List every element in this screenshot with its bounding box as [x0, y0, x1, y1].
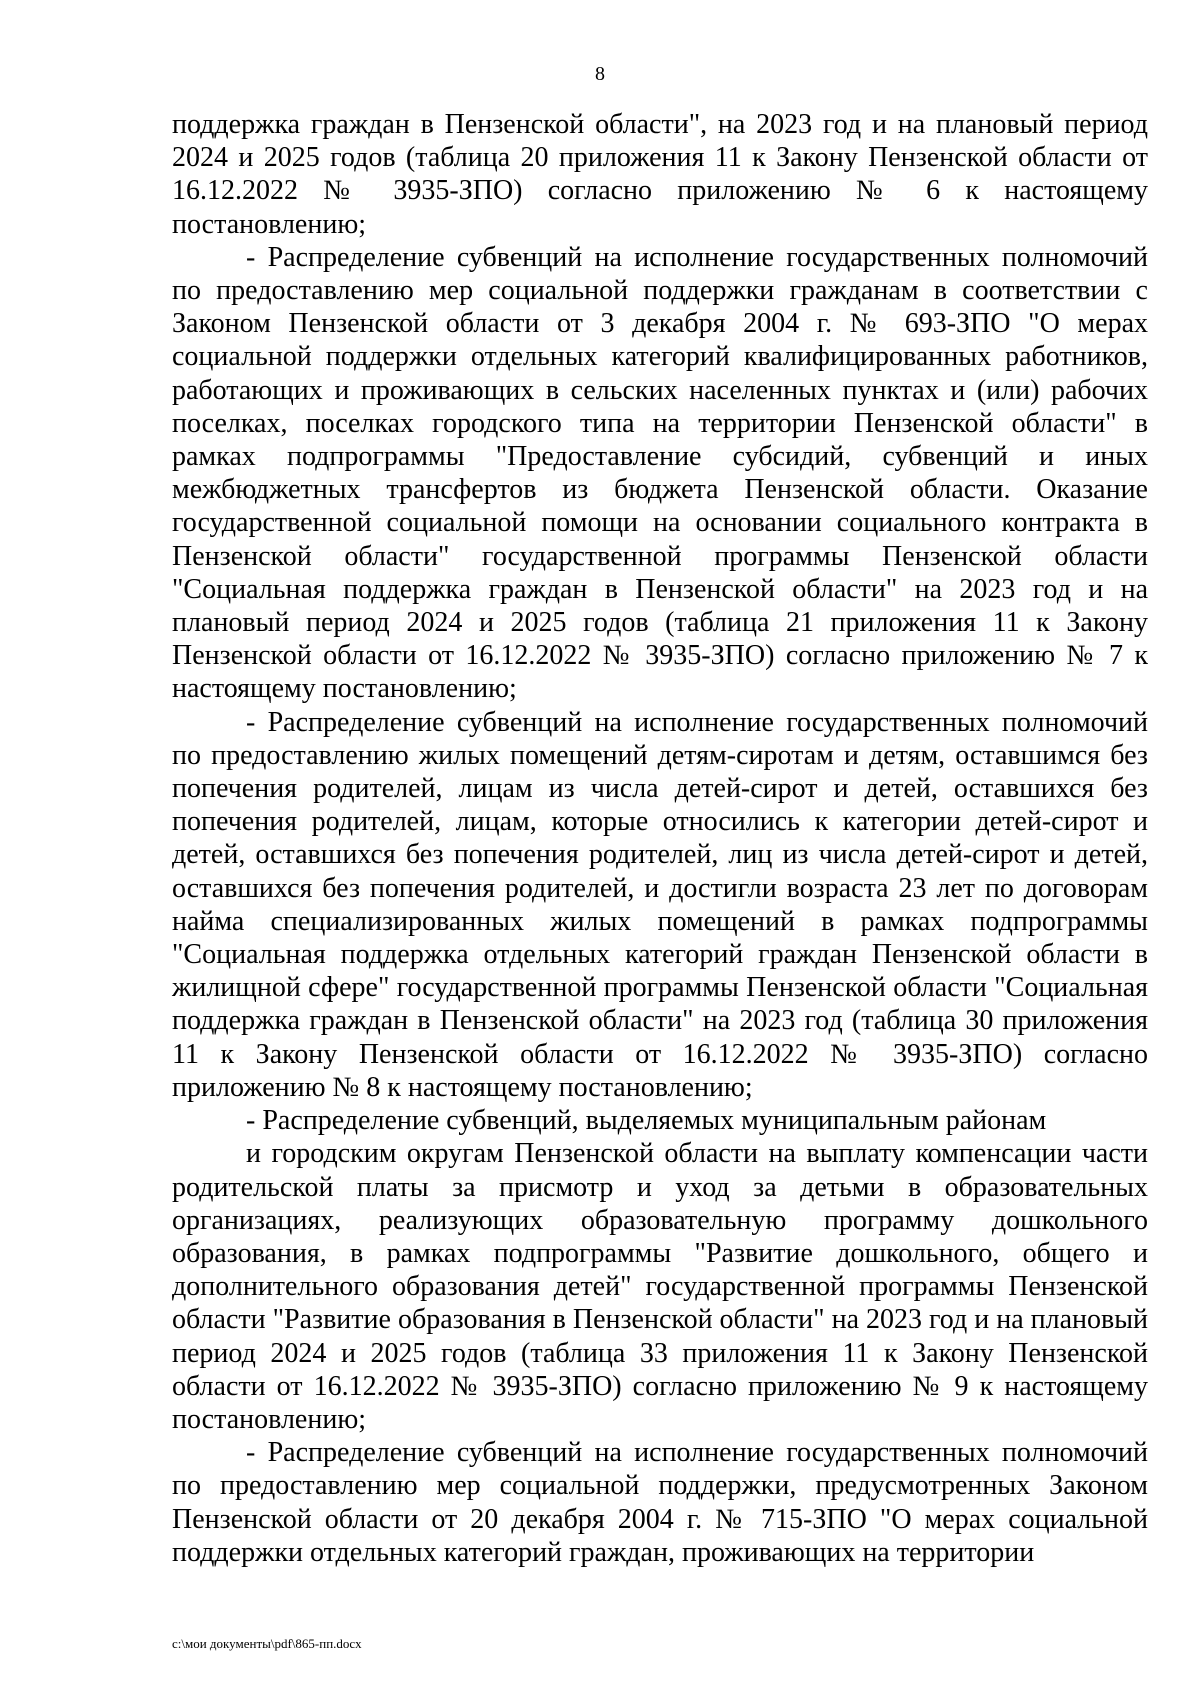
paragraph-subvention-715-zpo: - Распределение субвенций на исполнение государственных полномочий по предоставлению мер социальной поддержки, предусмотренных Законом Пензенской области от 20 декабря 2004 г. № 715-ЗПО "О мерах социальной поддержки отдельных категорий граждан, проживающих на территории — [172, 1437, 1148, 1568]
paragraph-subvention-orphans-housing: - Распределение субвенций на исполнение государственных полномочий по предоставлению жилых помещений детям-сиротам и детям, оставшимся без попечения родителей, лицам из числа детей-сирот и детей, оставшихся без попечения родителей, лицам, которые относились к категории детей-сирот и детей, оставшихся без попечения родителей, лиц из числа детей-сирот и детей, оставшихся без попечения родителей, и достигли возраста 23 лет по договорам найма специализированных жилых помещений в рамках подпрограммы "Социальная поддержка отдельных категорий граждан Пензенской области в жилищной сфере" государственной программы Пензенской области "Социальная поддержка граждан в Пензенской области" на 2023 год (таблица 30 приложения 11 к Закону Пензенской области от 16.12.2022 № 3935-ЗПО) согласно приложению № 8 к настоящему постановлению; — [172, 706, 1148, 1103]
page-number: 8 — [595, 63, 605, 85]
paragraph-subvention-693-zpo: - Распределение субвенций на исполнение государственных полномочий по предоставлению мер социальной поддержки гражданам в соответствии с Законом Пензенской области от 3 декабря 2004 г. № 693-ЗПО "О мерах социальной поддержки отдельных категорий квалифицированных работников, работающих и проживающих в сельских населенных пунктах и (или) рабочих поселках, поселках городского типа на территории Пензенской области" в рамках подпрограммы "Предоставление субсидий, субвенций и иных межбюджетных трансфертов из бюджета Пензенской области. Оказание государственной социальной помощи на основании социального контракта в Пензенской области" государственной программы Пензенской области "Социальная поддержка граждан в Пензенской области" на 2023 год и на плановый период 2024 и 2025 годов (таблица 21 приложения 11 к Закону Пензенской области от 16.12.2022 № 3935-ЗПО) согласно приложению № 7 к настоящему постановлению; — [172, 241, 1148, 705]
footer-file-path: c:\мои документы\pdf\865-пп.docx — [172, 1636, 362, 1651]
paragraph-continuation: поддержка граждан в Пензенской области", на 2023 год и на плановый период 2024 и 2025 годов (таблица 20 приложения 11 к Закону Пензенской области от 16.12.2022 № 3935-ЗПО) согласно приложению № 6 к настоящему постановлению; — [172, 109, 1148, 240]
document-body — [172, 108, 1148, 1569]
paragraph-subvention-districts-heading: - Распределение субвенций, выделяемых муниципальным районам — [246, 1105, 1047, 1137]
paragraph-subvention-parental-fee: и городским округам Пензенской области на выплату компенсации части родительской платы за присмотр и уход за детьми в образовательных организациях, реализующих образовательную программу дошкольного образования, в рамках подпрограммы "Развитие дошкольного, общего и дополнительного образования детей" государственной программы Пензенской области "Развитие образования в Пензенской области" на 2023 год и на плановый период 2024 и 2025 годов (таблица 33 приложения 11 к Закону Пензенской области от 16.12.2022 № 3935-ЗПО) согласно приложению № 9 к настоящему постановлению; — [172, 1138, 1149, 1435]
